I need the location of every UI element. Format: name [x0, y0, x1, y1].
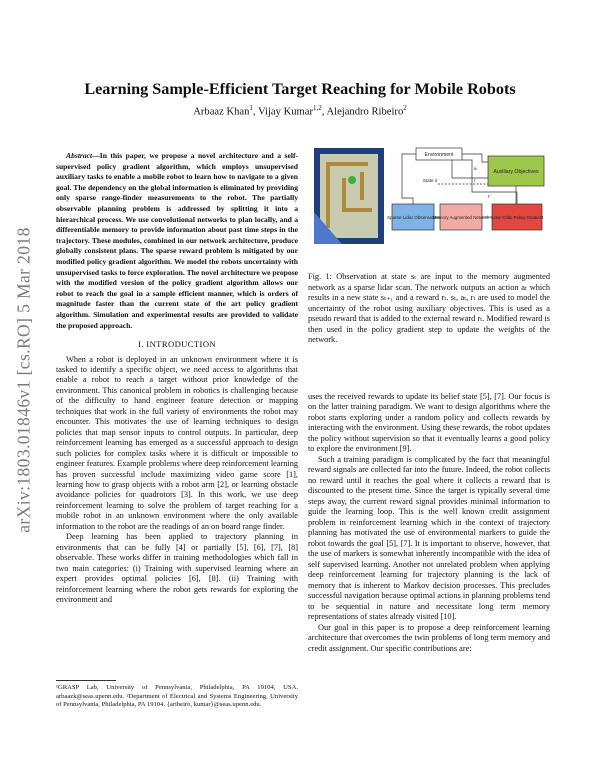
memory-label: Memory Augmented Network	[432, 215, 490, 220]
affiliation-mark: 1	[249, 104, 253, 112]
affiliation-mark: 2	[403, 104, 407, 112]
auxiliary-label: Auxiliary Objectives	[493, 169, 539, 175]
actor-critic-label: Actor-Critic Policy Gradient	[490, 215, 544, 220]
abstract-label: Abstract	[66, 151, 93, 160]
author-name: Arbaaz Khan	[193, 106, 250, 118]
author-name: Vijay Kumar	[258, 106, 313, 118]
figure-1	[312, 142, 548, 248]
environment-label: Environment	[424, 152, 454, 158]
author-list: Arbaaz Khan$^1$, Vijay Kumar$^{1,2}$, Alejandro Ribeiro$^2$	[193, 104, 407, 118]
maze-wall	[342, 208, 372, 212]
section-heading: I. INTRODUCTION	[137, 339, 217, 350]
figure-caption: Fig. 1: Observation at state sₜ are input to the memory augmented network as a sparse lidar scan. The network outputs an action aₜ which results in a new state sₜ₊₁ and a reward rₜ. sₜ, aₜ, rₜ are used to model the uncertainty of the robot using auxiliary objectives. This is used as a pseudo reward that is added to the external reward rₜ. Modified reward is then used in the policy gradient step to update the weights of the network.	[308, 272, 550, 344]
arxiv-id: arXiv:1803.01846v1 [cs.RO] 5 Mar 2018	[13, 227, 34, 533]
reward-label: r	[474, 178, 476, 183]
footnote: ¹GRASP Lab, University of Pennsylvania, Philadelphia, PA 19104, USA. arbaazk@seas.upenn.edu. ²Department of Electrical and Systems Engineering, University of Pennsylvania, Philadelphia, PA 19104. {aribeiro, kumar}@seas.upenn.edu.	[56, 684, 298, 709]
maze-wall	[360, 172, 364, 200]
affiliation-mark: 1,2	[313, 104, 322, 112]
author-name: Alejandro Ribeiro	[326, 106, 404, 118]
paragraph: Our goal in this paper is to propose a deep reinforcement learning architecture that overcomes the twin problems of long term memory and credit assignment. Our specific contributions are:	[308, 622, 550, 653]
paper-title: Learning Sample-Efficient Target Reaching for Mobile Robots	[84, 80, 516, 98]
abstract	[56, 151, 298, 331]
maze-wall	[342, 178, 346, 212]
lidar-label: Sparse Lidar Observation	[386, 215, 440, 220]
right-column	[308, 392, 550, 654]
action-label: a	[474, 166, 477, 171]
footnote-rule	[56, 680, 116, 681]
state-label: State s	[422, 178, 438, 183]
arxiv-stamp	[4, 180, 44, 580]
paragraph: uses the received rewards to update its belief state [5], [7]. Our focus is on the latter training paradigm. We want to design algorithms where the robot starts exploring under a random policy and collects rewards by interacting with the environment. Using these rewards, the robot updates the policy without supervision so that it eventually learns a good policy to explore the environment [9].	[308, 392, 550, 454]
abstract-text: —In this paper, we propose a novel architecture and a self-supervised policy gradient algorithm, which employs unsupervised auxiliary tasks to enable a mobile robot to learn how to navigate to a given goal. The dependency on the global information is eliminated by providing only sparse range-finder measurements to the robot. The partially observable planning problem is addressed by splitting it into a hierarchical process. We use convolutional networks to plan locally, and a differentiable memory to provide information about past time steps in the trajectory. These modules, combined in our network architecture, produce globally consistent plans. The sparse reward problem is mitigated by our modified policy gradient algorithm. We model the robots uncertainty with unsupervised tasks to force exploration. The novel architecture we propose with the modified version of the policy gradient algorithm allows our robot to reach the goal in a sample efficient manner, which is orders of magnitude faster than the current state of the art policy gradient algorithm. Simulation and experimental results are provided to validate the proposed approach.	[56, 151, 298, 330]
paragraph: Such a training paradigm is complicated by the fact that meaningful reward signals are collected far into the future. Indeed, the robot collects no reward until it reaches the goal where it collects a reward that is discounted to the present time. Since the target is typically several time steps away, the current reward signal provides minimal information to guide the learning loop. This is the well known credit assignment problem in reinforcement learning which in the context of trajectory planning has motivated the use of environmental markers to guide the robot towards the goal [5], [7]. It is important to observe, however, that the use of markers is somewhat inherently incompatible with the idea of self supervised learning. Another not unrelated problem when applying deep reinforcement learning for trajectory planning is the lack of memory that is inherent to Markov decision processes. This precludes successful navigation because optimal actions in planning problems tend to be sequential in nature and necessitate long term memory representations of states already visited [10].	[308, 454, 550, 622]
maze-wall	[326, 162, 368, 166]
maze-wall	[326, 162, 330, 228]
paragraph: Deep learning has been applied to trajectory planning in environments that can be fully [4] or partially [5], [6], [7], [8] observable. These works differ in training methodologies which fall in two main categories: (i) Training with supervised learning where an expert provides optimal policies [6], [8]. (ii) Training with reinforcement learning where the robot gets rewards for exploring the environment and	[56, 532, 298, 604]
pseudo-reward-label: r'	[488, 194, 491, 199]
left-column	[56, 151, 298, 605]
paragraph: When a robot is deployed in an unknown environment where it is tasked to identify a specific object, we need access to algorithms that enable a robot to reach a target without prior knowledge of the environment. This canonical problem in robotics is challenging because of the difficulty to hand engineer feature detection or mapping techniques that work in the full variety of environments the robot may encounter. This motivates the use of learning techniques to design policies that map sensor inputs to control outputs. In particular, deep reinforcement learning has emerged as a successful approach to design such policies for complex tasks where it is difficult or impossible to engineer features. Example problems where deep reinforcement learning has proven successful include maximizing video game score [1], learning how to grasp objects with a robot arm [2], or learning obstacle avoidance policies for quadrotors [3]. In this work, we use deep reinforcement learning to solve the problem of target reaching for a mobile robot in an unknown environment where the only available information to the robot are the readings of an on board range finder.	[56, 354, 298, 531]
robot-marker	[348, 176, 356, 184]
